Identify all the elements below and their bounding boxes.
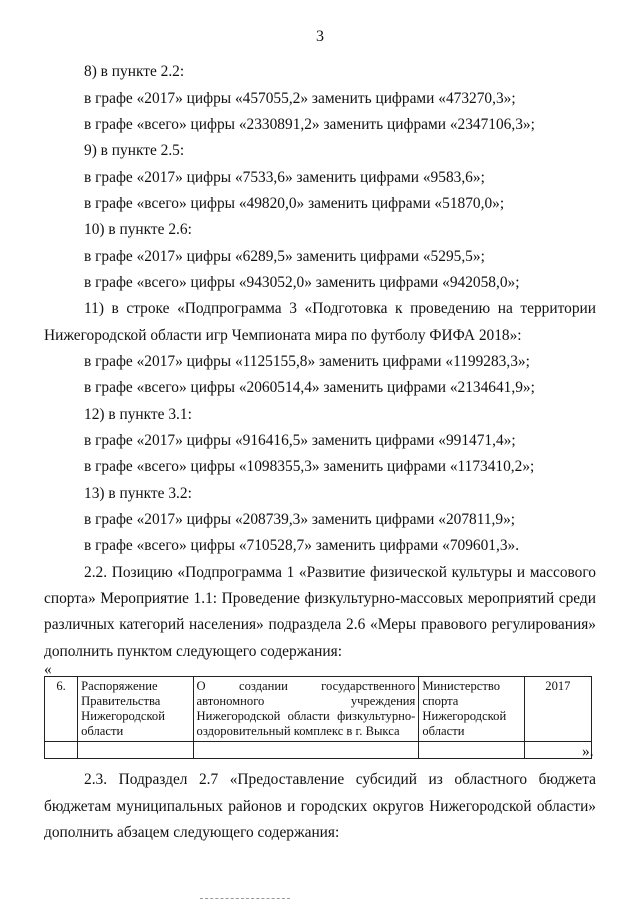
- paragraph-line: в графе «2017» цифры «1125155,8» заменить цифрами «1199283,3»;: [84, 353, 530, 370]
- year: 2017: [524, 677, 591, 742]
- quote-close: ».: [582, 743, 594, 760]
- paragraph-line: 11) в строке «Подпрограмма 3 «Подготовка к проведению на территории: [84, 300, 596, 317]
- document-title: О создании государственного автономного учреждения Нижегородской области физкультурно-оздоровительный комплекс в г. Выкса: [193, 677, 419, 742]
- paragraph-line: 8) в пункте 2.2:: [84, 63, 185, 80]
- document-type: Распоряжение Правительства Нижегородской области: [78, 677, 193, 742]
- quote-open: «: [44, 661, 52, 678]
- paragraph-line: в графе «2017» цифры «6289,5» заменить цифрами «5295,5»;: [84, 248, 485, 265]
- paragraph-line: в графе «всего» цифры «943052,0» заменить цифрами «942058,0»;: [84, 274, 520, 291]
- paragraph-line: различных категорий населения» подраздела 2.6 «Меры правового регулирования»: [44, 616, 596, 633]
- paragraph-line: 10) в пункте 2.6:: [84, 221, 192, 238]
- table-row: [45, 742, 592, 759]
- paragraph-line: дополнить абзацем следующего содержания:: [44, 824, 340, 841]
- paragraph-line: в графе «всего» цифры «2330891,2» заменить цифрами «2347106,3»;: [84, 116, 535, 133]
- paragraph-line: 9) в пункте 2.5:: [84, 142, 185, 159]
- measures-table: [44, 676, 592, 759]
- executor: Министерство спорта Нижегородской области: [419, 677, 524, 742]
- paragraph-line: спорта» Мероприятие 1.1: Проведение физкультурно-массовых мероприятий среди: [44, 590, 596, 607]
- paragraph-line: 2.3. Подраздел 2.7 «Предоставление субсидий из областного бюджета: [84, 771, 596, 788]
- paragraph-line: 12) в пункте 3.1:: [84, 406, 192, 423]
- paragraph-line: дополнить пунктом следующего содержания:: [44, 643, 343, 660]
- paragraph-line: в графе «всего» цифры «710528,7» заменить цифрами «709601,3».: [84, 537, 520, 554]
- scan-artifact: [200, 898, 290, 901]
- paragraph-line: в графе «2017» цифры «7533,6» заменить цифрами «9583,6»;: [84, 169, 485, 186]
- paragraph-line: в графе «2017» цифры «457055,2» заменить цифрами «473270,3»;: [84, 90, 516, 107]
- table-row: [45, 677, 592, 742]
- paragraph-line: 13) в пункте 3.2:: [84, 485, 192, 502]
- paragraph-line: бюджетам муниципальных районов и городских округов Нижегородской области»: [44, 798, 596, 815]
- paragraph-line: 2.2. Позицию «Подпрограмма 1 «Развитие физической культуры и массового: [84, 564, 596, 581]
- page-number: 3: [316, 28, 324, 45]
- row-number: 6.: [45, 677, 78, 742]
- paragraph-line: в графе «2017» цифры «208739,3» заменить цифрами «207811,9»;: [84, 511, 516, 528]
- paragraph-line: в графе «всего» цифры «2060514,4» заменить цифрами «2134641,9»;: [84, 379, 535, 396]
- paragraph-line: Нижегородской области игр Чемпионата мира по футболу ФИФА 2018»:: [44, 327, 522, 344]
- paragraph-line: в графе «2017» цифры «916416,5» заменить цифрами «991471,4»;: [84, 432, 516, 449]
- paragraph-line: в графе «всего» цифры «1098355,3» заменить цифрами «1173410,2»;: [84, 458, 535, 475]
- paragraph-line: в графе «всего» цифры «49820,0» заменить цифрами «51870,0»;: [84, 195, 505, 212]
